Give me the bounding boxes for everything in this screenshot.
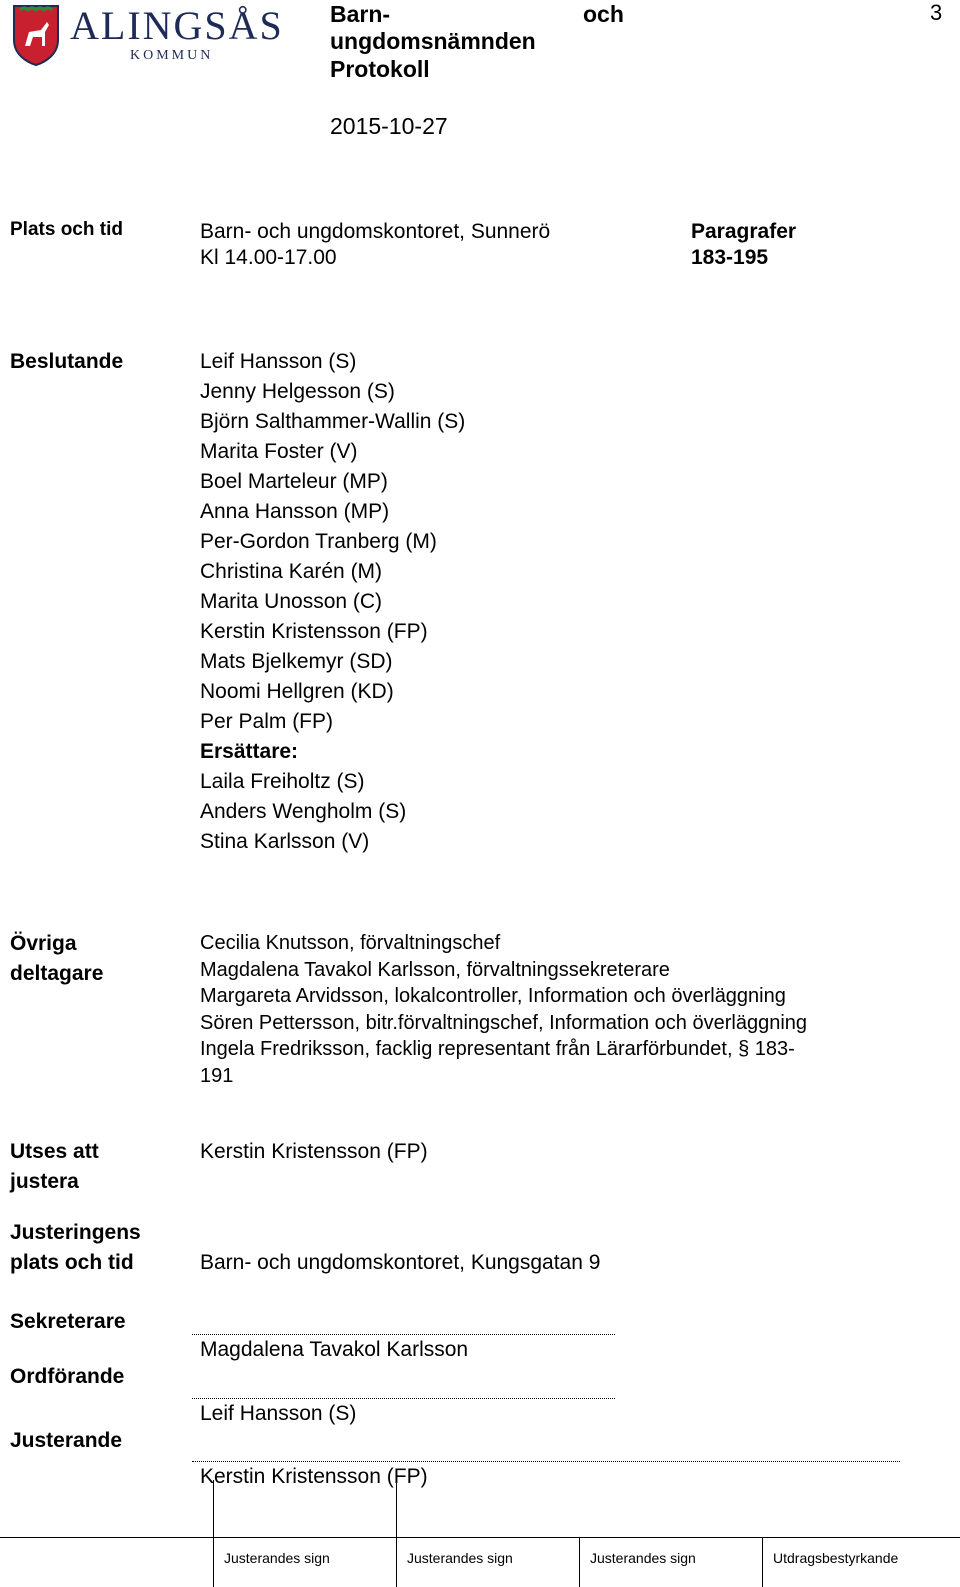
list-item: Magdalena Tavakol Karlsson, förvaltningssekreterare	[200, 958, 670, 981]
list-item: Laila Freiholtz (S)	[200, 770, 365, 793]
utses-label-1: Utses att	[10, 1140, 99, 1163]
document-title-line3: Protokoll	[330, 56, 430, 82]
list-item: Cecilia Knutsson, förvaltningschef	[200, 932, 501, 954]
ordforande-name: Leif Hansson (S)	[200, 1402, 357, 1425]
list-item: Stina Karlsson (V)	[200, 830, 370, 853]
ovriga-list	[200, 930, 807, 1089]
justering-label-2: plats och tid	[10, 1251, 134, 1274]
ersattare-heading: Ersättare:	[200, 740, 299, 763]
list-item: Sören Pettersson, bitr.förvaltningschef, Information och överläggning	[200, 1011, 808, 1034]
list-item: Leif Hansson (S)	[200, 350, 357, 373]
footer-cell-justerandes-sign: Justerandes sign	[224, 1550, 330, 1566]
ovriga-label-2: deltagare	[10, 962, 104, 985]
list-item: Margareta Arvidsson, lokalcontroller, Information och överläggning	[200, 985, 786, 1007]
justering-value: Barn- och ungdomskontoret, Kungsgatan 9	[200, 1251, 601, 1274]
list-item: Per Palm (FP)	[200, 710, 334, 733]
list-item: Anders Wengholm (S)	[200, 800, 407, 823]
list-item: 191	[200, 1064, 234, 1087]
list-item: Ingela Fredriksson, facklig representant från Lärarförbundet, § 183-	[200, 1038, 795, 1060]
list-item: Björn Salthammer-Wallin (S)	[200, 410, 466, 433]
list-item: Christina Karén (M)	[200, 560, 383, 583]
list-item: Marita Foster (V)	[200, 440, 358, 463]
list-item: Marita Unosson (C)	[200, 590, 383, 613]
plats-time: Kl 14.00-17.00	[200, 246, 337, 269]
utses-value: Kerstin Kristensson (FP)	[200, 1140, 428, 1163]
plats-label: Plats och tid	[10, 219, 123, 240]
plats-place: Barn- och ungdomskontoret, Sunnerö	[200, 220, 551, 243]
municipality-logo	[12, 4, 302, 70]
logo-wordmark: ALINGSÅS	[70, 3, 284, 48]
footer-cell-justerandes-sign: Justerandes sign	[590, 1550, 696, 1566]
list-item: Boel Marteleur (MP)	[200, 470, 388, 493]
justerande-name: Kerstin Kristensson (FP)	[200, 1465, 428, 1488]
coat-of-arms-icon	[12, 4, 60, 66]
beslutande-label: Beslutande	[10, 350, 124, 373]
footer-divider	[762, 1537, 763, 1587]
justerande-label: Justerande	[10, 1429, 123, 1452]
sekreterare-name: Magdalena Tavakol Karlsson	[200, 1338, 469, 1361]
paragrafer-label: Paragrafer	[691, 220, 797, 243]
list-item: Noomi Hellgren (KD)	[200, 680, 394, 703]
document-title-line1-och: och	[583, 1, 624, 27]
list-item: Anna Hansson (MP)	[200, 500, 390, 523]
list-item: Per-Gordon Tranberg (M)	[200, 530, 437, 553]
ovriga-label-1: Övriga	[10, 932, 77, 955]
list-item: Kerstin Kristensson (FP)	[200, 620, 428, 643]
document-date: 2015-10-27	[330, 113, 448, 139]
ordforande-label: Ordförande	[10, 1365, 125, 1388]
footer-top-rule	[0, 1537, 960, 1538]
beslutande-list	[200, 347, 465, 857]
document-title-line2: ungdomsnämnden	[330, 28, 536, 54]
footer-divider	[213, 1480, 214, 1587]
list-item: Jenny Helgesson (S)	[200, 380, 395, 403]
page-number: 3	[930, 0, 943, 25]
paragrafer-value: 183-195	[691, 246, 769, 269]
list-item: Mats Bjelkemyr (SD)	[200, 650, 393, 673]
footer-cell-justerandes-sign: Justerandes sign	[407, 1550, 513, 1566]
justering-label-1: Justeringens	[10, 1221, 141, 1244]
utses-label-2: justera	[10, 1170, 79, 1193]
footer-divider	[396, 1470, 397, 1587]
sekreterare-label: Sekreterare	[10, 1310, 126, 1333]
document-title-line1: Barn-	[330, 1, 391, 27]
footer-cell-utdragsbestyrkande: Utdragsbestyrkande	[773, 1550, 899, 1566]
logo-subtitle: KOMMUN	[130, 48, 214, 63]
footer-divider	[579, 1537, 580, 1587]
